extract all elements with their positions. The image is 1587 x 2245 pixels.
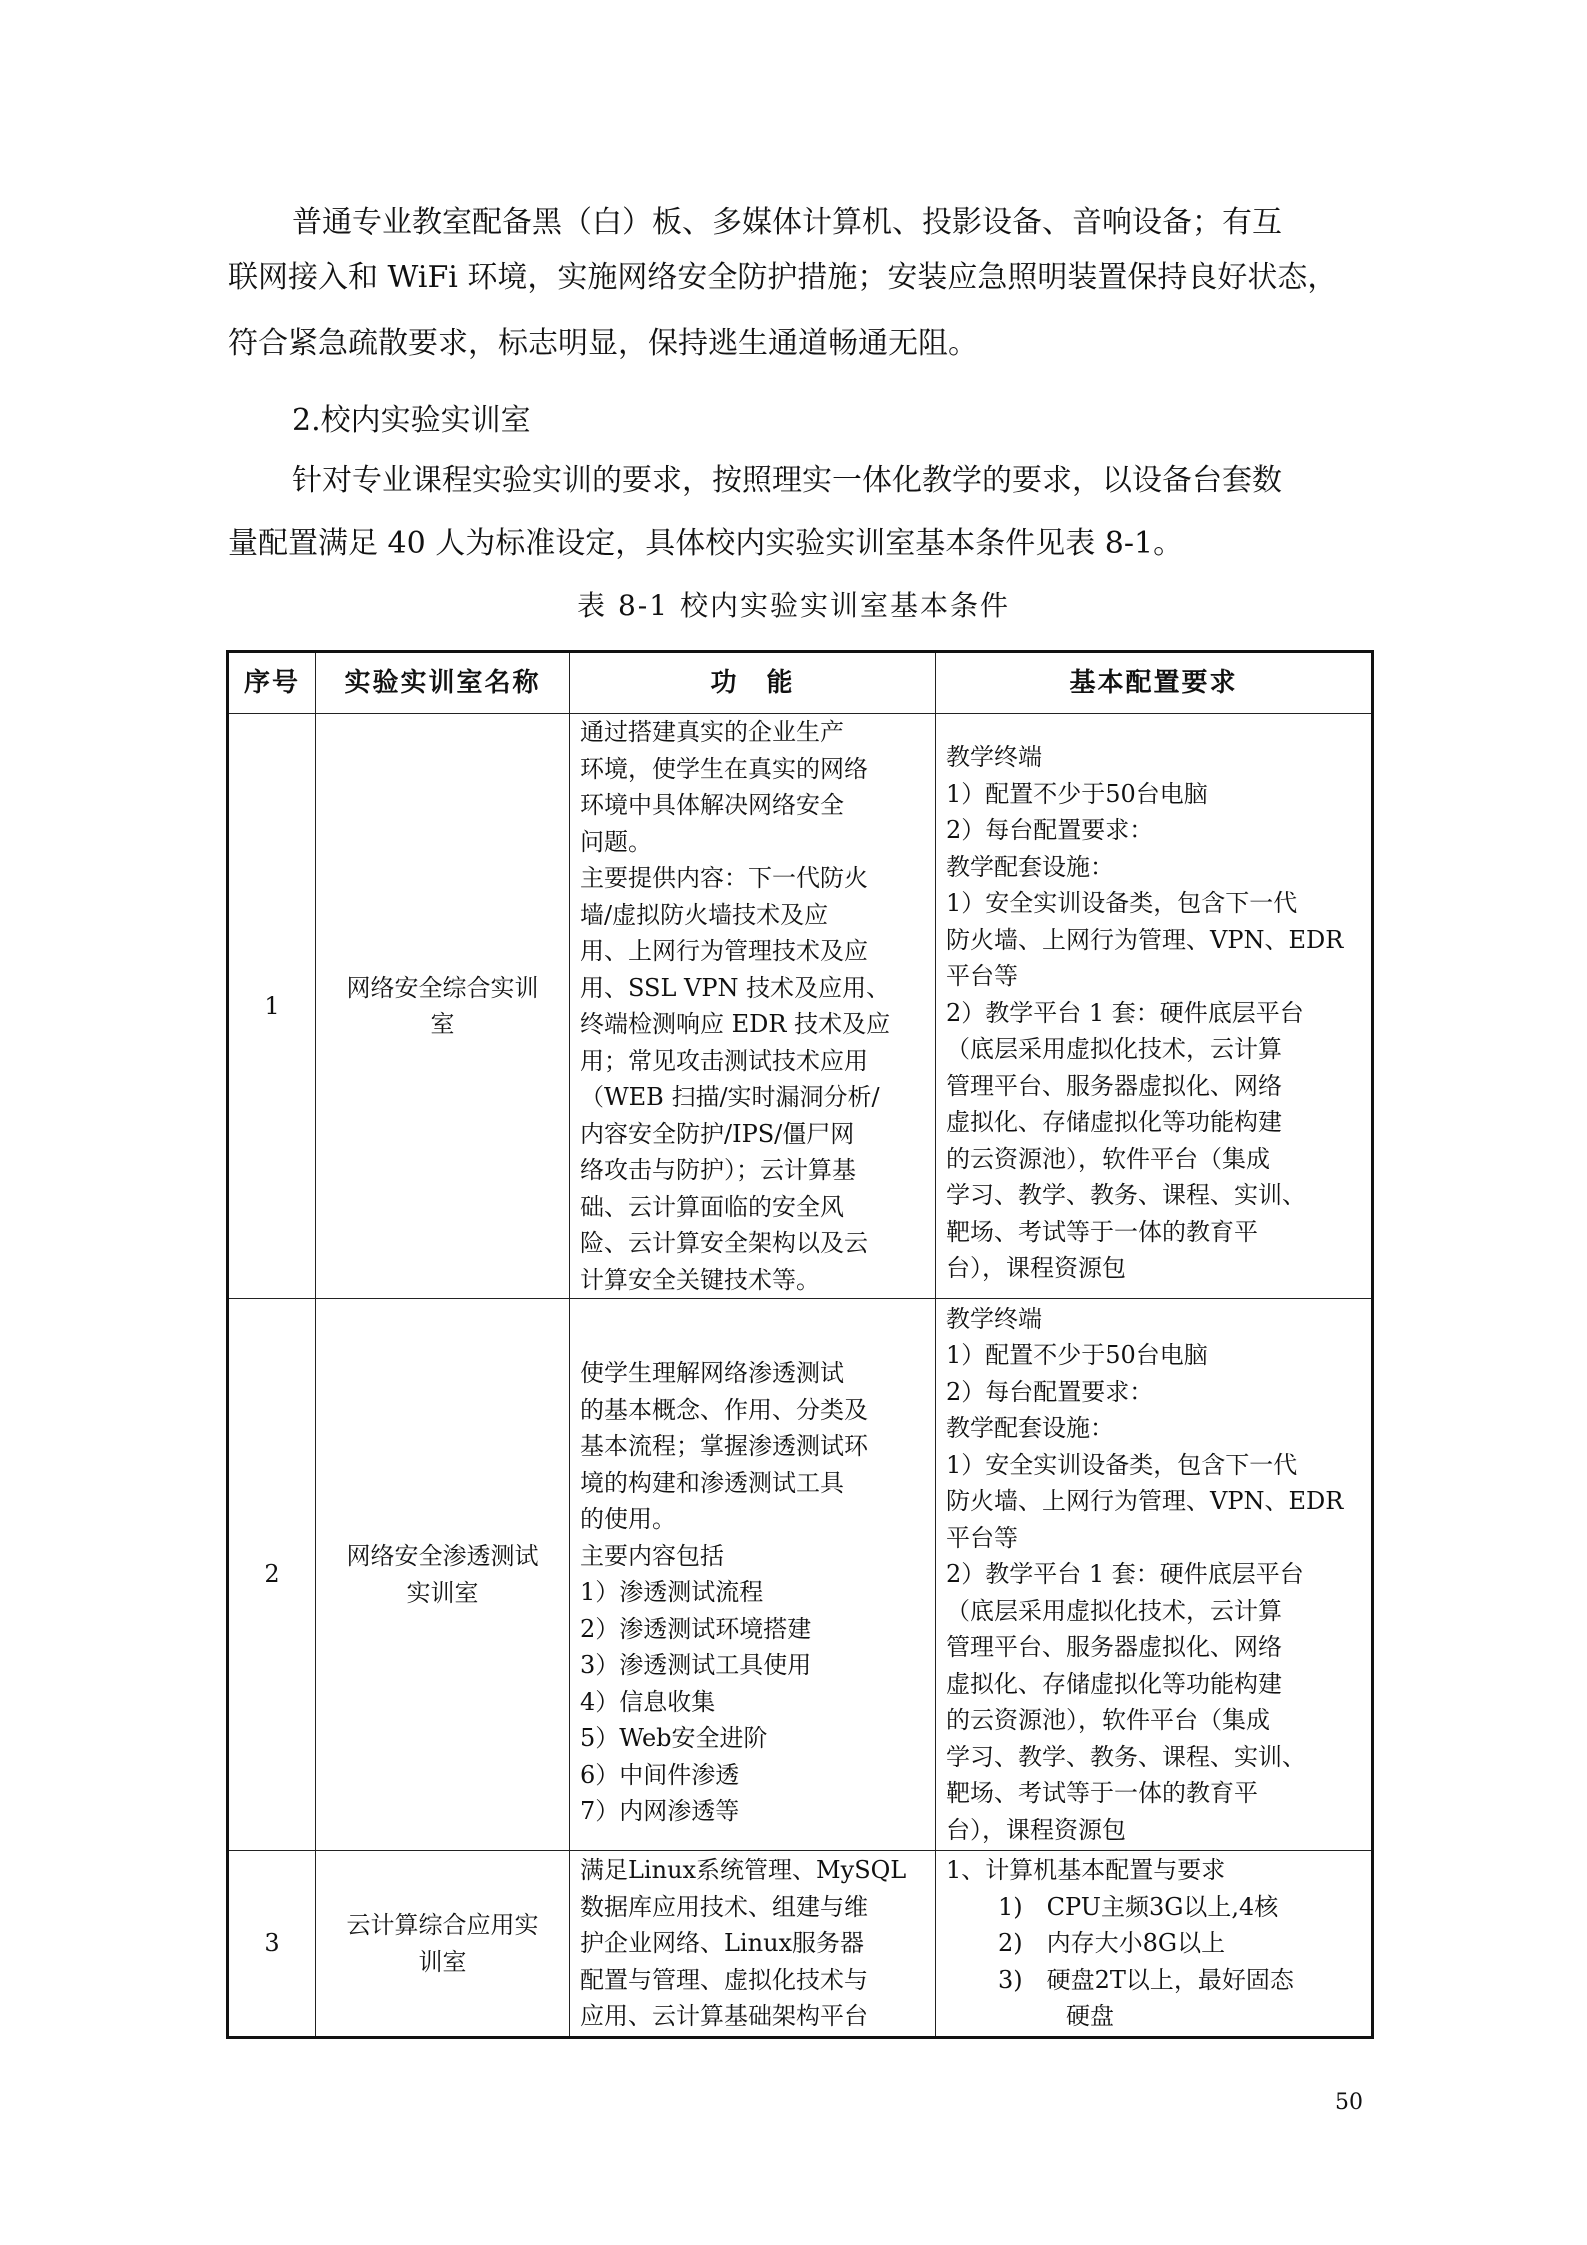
requirement-line: 1）配置不少于50台电脑 (946, 1341, 1208, 1370)
function-line: 护企业网络、Linux服务器 (580, 1929, 865, 1958)
requirement-line: 平台等 (946, 1523, 1018, 1552)
function-line: 配置与管理、虚拟化技术与 (580, 1965, 868, 1994)
requirement-line: 1）安全实训设备类，包含下一代 (946, 889, 1298, 918)
row-number: 2 (228, 1299, 316, 1851)
header-requirements: 基本配置要求 (936, 652, 1373, 714)
room-name-line: 室 (430, 1010, 455, 1038)
room-name-line: 训室 (418, 1947, 467, 1976)
function-line: 络攻击与防护）；云计算基 (580, 1156, 856, 1184)
requirement-line: 1) CPU主频3G以上,4核 (998, 1892, 1279, 1921)
room-requirements (936, 714, 1373, 1299)
function-line: 主要提供内容：下一代防火 (580, 864, 868, 892)
requirement-line: 2）每台配置要求： (946, 1377, 1154, 1406)
header-number: 序号 (228, 652, 316, 714)
requirement-line: 硬盘 (1066, 2002, 1114, 2031)
room-requirements (936, 1299, 1373, 1851)
intro-line-3: 符合紧急疏散要求，标志明显，保持逃生通道畅通无阻。 (228, 326, 978, 361)
function-line: 内容安全防护/IPS/僵尸网 (580, 1119, 855, 1148)
requirement-line: 的云资源池），软件平台（集成 (946, 1144, 1270, 1173)
room-name (316, 1299, 570, 1851)
requirement-line: 学习、教学、教务、课程、实训、 (946, 1181, 1306, 1210)
function-line: 满足Linux系统管理、MySQL (580, 1856, 907, 1885)
room-requirements (936, 1851, 1373, 2038)
function-line: 终端检测响应 EDR 技术及应 (580, 1010, 891, 1038)
requirement-line: 教学配套设施： (946, 1414, 1114, 1443)
function-line: 5）Web安全进阶 (580, 1724, 768, 1753)
intro-line-1: 普通专业教室配备黑（白）板、多媒体计算机、投影设备、音响设备；有互 (292, 205, 1282, 240)
requirement-line: 管理平台、服务器虚拟化、网络 (946, 1633, 1282, 1662)
section-line-1: 针对专业课程实验实训的要求，按照理实一体化教学的要求，以设备台套数 (292, 463, 1282, 498)
function-line: 6）中间件渗透 (580, 1760, 740, 1789)
requirement-line: 台），课程资源包 (946, 1815, 1126, 1844)
requirement-line: 教学终端 (946, 743, 1042, 772)
requirement-line: 教学配套设施： (946, 852, 1114, 881)
function-line: 用；常见攻击测试技术应用 (580, 1046, 868, 1075)
requirement-line: 台），课程资源包 (946, 1254, 1126, 1283)
function-line: 用、上网行为管理技术及应 (580, 937, 868, 965)
header-room-name: 实验实训室名称 (316, 652, 570, 714)
function-line: 用、SSL VPN 技术及应用、 (580, 973, 891, 1002)
row-number: 1 (228, 714, 316, 1299)
table-row (228, 714, 1373, 1299)
header-function: 功 能 (570, 652, 936, 714)
room-name (316, 1851, 570, 2038)
function-line: 主要内容包括 (580, 1541, 724, 1570)
function-line: 数据库应用技术、组建与维 (580, 1892, 868, 1921)
row-number: 3 (228, 1851, 316, 2038)
room-function (570, 1299, 936, 1851)
table-row (228, 1299, 1373, 1851)
function-line: 3）渗透测试工具使用 (580, 1651, 812, 1680)
function-line: 境的构建和渗透测试工具 (580, 1468, 844, 1497)
room-name-line: 实训室 (406, 1578, 479, 1607)
requirement-line: 2) 内存大小8G以上 (998, 1929, 1226, 1958)
function-line: 计算安全关键技术等。 (580, 1265, 820, 1294)
function-line: 基本流程；掌握渗透测试环 (580, 1432, 868, 1461)
section-heading: 2.校内实验实训室 (292, 403, 531, 438)
requirement-line: 靶场、考试等于一体的教育平 (946, 1217, 1258, 1246)
section-line-2: 量配置满足 40 人为标准设定，具体校内实验实训室基本条件见表 8-1。 (228, 526, 1184, 561)
function-line: 险、云计算安全架构以及云 (580, 1229, 868, 1257)
room-name-line: 云计算综合应用实 (346, 1911, 539, 1939)
function-line: 使学生理解网络渗透测试 (580, 1359, 844, 1388)
requirement-line: 1、计算机基本配置与要求 (946, 1856, 1226, 1885)
table-caption: 表 8-1 校内实验实训室基本条件 (577, 589, 1010, 622)
requirement-line: （底层采用虚拟化技术，云计算 (946, 1596, 1282, 1625)
room-name-line: 网络安全综合实训 (346, 973, 539, 1002)
room-function (570, 1851, 936, 2038)
requirement-line: 平台等 (946, 962, 1018, 991)
function-line: 的使用。 (580, 1505, 676, 1534)
requirement-line: 教学终端 (946, 1304, 1042, 1333)
intro-line-2: 联网接入和 WiFi 环境，实施网络安全防护措施；安装应急照明装置保持良好状态， (228, 260, 1338, 295)
function-line: 7）内网渗透等 (580, 1797, 740, 1826)
function-line: 墙/虚拟防火墙技术及应 (580, 900, 829, 929)
page-number: 50 (1335, 2090, 1363, 2115)
function-line: 2）渗透测试环境搭建 (580, 1614, 812, 1643)
table-header-row (228, 652, 1373, 714)
requirement-line: 2）教学平台 1 套：硬件底层平台 (946, 998, 1304, 1027)
function-line: 问题。 (580, 827, 652, 856)
room-name (316, 714, 570, 1299)
requirement-line: 3) 硬盘2T以上，最好固态 (998, 1965, 1294, 1994)
requirement-line: 虚拟化、存储虚拟化等功能构建 (946, 1669, 1282, 1698)
requirement-line: 防火墙、上网行为管理、VPN、EDR (946, 925, 1344, 954)
function-line: 础、云计算面临的安全风 (580, 1192, 844, 1221)
requirement-line: 的云资源池），软件平台（集成 (946, 1706, 1270, 1735)
requirement-line: 学习、教学、教务、课程、实训、 (946, 1742, 1306, 1771)
requirement-line: 1）安全实训设备类，包含下一代 (946, 1450, 1298, 1479)
room-function (570, 714, 936, 1299)
function-line: （WEB 扫描/实时漏洞分析/ (580, 1083, 880, 1111)
function-line: 通过搭建真实的企业生产 (580, 718, 844, 746)
table-row (228, 1851, 1373, 2038)
requirement-line: 防火墙、上网行为管理、VPN、EDR (946, 1487, 1344, 1516)
function-line: 1）渗透测试流程 (580, 1578, 764, 1607)
requirement-line: 管理平台、服务器虚拟化、网络 (946, 1071, 1282, 1100)
requirement-line: （底层采用虚拟化技术，云计算 (946, 1035, 1282, 1064)
function-line: 环境中具体解决网络安全 (580, 791, 844, 819)
requirement-line: 1）配置不少于50台电脑 (946, 779, 1208, 808)
function-line: 4）信息收集 (580, 1687, 716, 1716)
requirement-line: 2）每台配置要求： (946, 816, 1154, 845)
function-line: 的基本概念、作用、分类及 (580, 1395, 868, 1424)
function-line: 应用、云计算基础架构平台 (580, 2002, 868, 2031)
requirement-line: 2）教学平台 1 套：硬件底层平台 (946, 1560, 1304, 1589)
room-name-line: 网络安全渗透测试 (346, 1542, 539, 1570)
function-line: 环境，使学生在真实的网络 (580, 754, 868, 783)
requirement-line: 虚拟化、存储虚拟化等功能构建 (946, 1108, 1282, 1137)
lab-conditions-table (226, 650, 1374, 2039)
requirement-line: 靶场、考试等于一体的教育平 (946, 1779, 1258, 1808)
